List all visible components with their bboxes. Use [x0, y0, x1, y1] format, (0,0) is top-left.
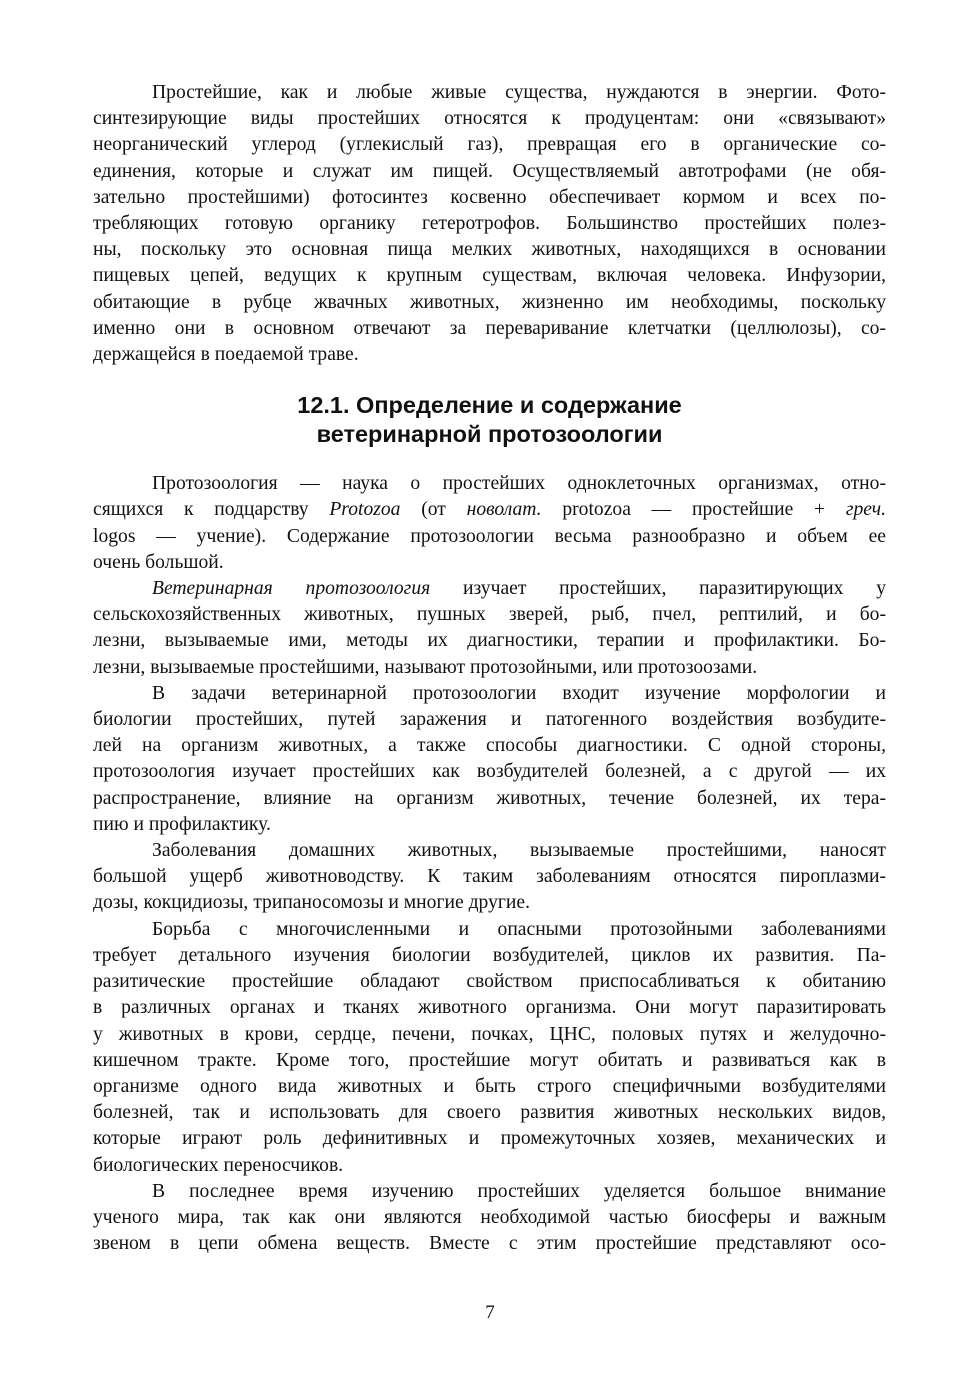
text-line: пию и профилактику.	[93, 813, 271, 835]
text-line: обитающие в рубце жвачных животных, жизненно им необходимы, поскольку	[93, 291, 886, 313]
text-line	[93, 497, 886, 523]
text-line: большой ущерб животноводству. К таким заболеваниям относятся пироплазми-	[93, 866, 886, 888]
text-line: распространение, влияние на организм животных, течение болезней, их тера-	[93, 787, 886, 809]
paragraph-recent	[93, 1179, 886, 1258]
section-heading	[93, 391, 886, 449]
text-line: единения, которые и служат им пищей. Осуществляемый автотрофами (не обя-	[93, 160, 886, 182]
text-line: Борьба с многочисленными и опасными протозойными заболеваниями	[152, 918, 886, 940]
paragraph-diseases	[93, 838, 886, 917]
text-run: (от	[400, 499, 467, 521]
text-line: пищевых цепей, ведущих к крупным существам, включая человека. Инфузории,	[93, 265, 886, 287]
emphasized-term: Ветеринарная протозоология	[152, 578, 431, 600]
text-line: синтезирующие виды простейших относятся к продуцентам: они «связывают»	[93, 108, 886, 130]
text-line: организме одного вида животных и быть строго специфичными возбудителями	[93, 1075, 886, 1097]
paragraph-definition	[93, 471, 886, 576]
paragraph-veterinary	[93, 576, 886, 681]
text-line: Заболевания домашних животных, вызываемые простейшими, наносят	[152, 840, 886, 862]
text-line: лезни, вызываемые ими, методы их диагностики, терапии и профилактики. Бо-	[93, 630, 886, 652]
text-line: лезни, вызываемые простейшими, называют протозойными, или протозоозами.	[93, 656, 758, 678]
text-line: биологических переносчиков.	[93, 1154, 344, 1176]
paragraph-tasks	[93, 681, 886, 838]
text-run: изучает простейших, паразитирующих у	[430, 578, 886, 600]
latin-term: Protozoa	[329, 499, 401, 521]
text-line: именно они в основном отвечают за переваривание клетчатки (целлюлозы), со-	[93, 317, 886, 339]
paragraph-control	[93, 917, 886, 1179]
page-body	[93, 80, 886, 1257]
text-line: Простейшие, как и любые живые существа, нуждаются в энергии. Фото-	[152, 82, 886, 103]
text-line: у животных в крови, сердце, печени, почках, ЦНС, половых путях и желудочно-	[93, 1023, 886, 1045]
text-line: протозоология изучает простейших как возбудителей болезней, а с другой — их	[93, 761, 886, 783]
text-line: зательно простейшими) фотосинтез косвенно обеспечивает кормом и всех по-	[93, 186, 886, 208]
text-line: которые играют роль дефинитивных и промежуточных хозяев, механических и	[93, 1128, 886, 1150]
abbrev-term: новолат.	[466, 499, 542, 521]
text-run: сящихся к подцарству	[93, 499, 330, 521]
text-line: сельскохозяйственных животных, пушных зверей, рыб, пчел, рептилий, и бо-	[93, 604, 886, 626]
text-line: ученого мира, так как они являются необходимой частью биосферы и важным	[93, 1206, 886, 1228]
section-heading-line: ветеринарной протозоологии	[316, 421, 663, 448]
text-line: дозы, кокцидиозы, трипаносомозы и многие другие.	[93, 892, 530, 914]
text-line: Протозоология — наука о простейших одноклеточных организмах, отно-	[152, 473, 886, 495]
text-line: неорганический углерод (углекислый газ), превращая его в органические со-	[93, 134, 886, 156]
text-line: требляющих готовую органику гетеротрофов. Большинство простейших полез-	[93, 213, 886, 235]
text-line: logos — учение). Содержание протозоологии весьма разнообразно и объем ее	[93, 525, 886, 547]
text-line: звеном в цепи обмена веществ. Вместе с этим простейшие представляют осо-	[93, 1233, 886, 1255]
text-line: лей на организм животных, а также способы диагностики. С одной стороны,	[93, 735, 886, 757]
text-line: держащейся в поедаемой траве.	[93, 344, 359, 366]
text-line	[93, 576, 886, 602]
text-line: В последнее время изучению простейших уделяется большое внимание	[152, 1180, 886, 1202]
page-number: 7	[485, 1302, 495, 1323]
text-line: В задачи ветеринарной протозоологии входит изучение морфологии и	[152, 682, 886, 704]
text-line: ны, поскольку это основная пища мелких животных, находящихся в основании	[93, 239, 886, 261]
intro-paragraph	[93, 80, 886, 368]
text-run: protozoa — простейшие +	[541, 499, 846, 521]
text-line: болезней, так и использовать для своего развития животных нескольких видов,	[93, 1102, 886, 1124]
text-line: кишечном тракте. Кроме того, простейшие могут обитать и развиваться как в	[93, 1049, 886, 1071]
text-line: требует детального изучения биологии возбудителей, циклов их развития. Па-	[93, 944, 886, 966]
text-line: в различных органах и тканях животного организма. Они могут паразитировать	[93, 997, 886, 1019]
abbrev-term: греч.	[845, 499, 886, 521]
text-line: биологии простейших, путей заражения и патогенного воздействия возбудите-	[93, 709, 886, 731]
text-line: разитические простейшие обладают свойством приспосабливаться к обитанию	[93, 971, 886, 993]
section-heading-line: 12.1. Определение и содержание	[297, 392, 682, 419]
text-line: очень большой.	[93, 551, 224, 573]
